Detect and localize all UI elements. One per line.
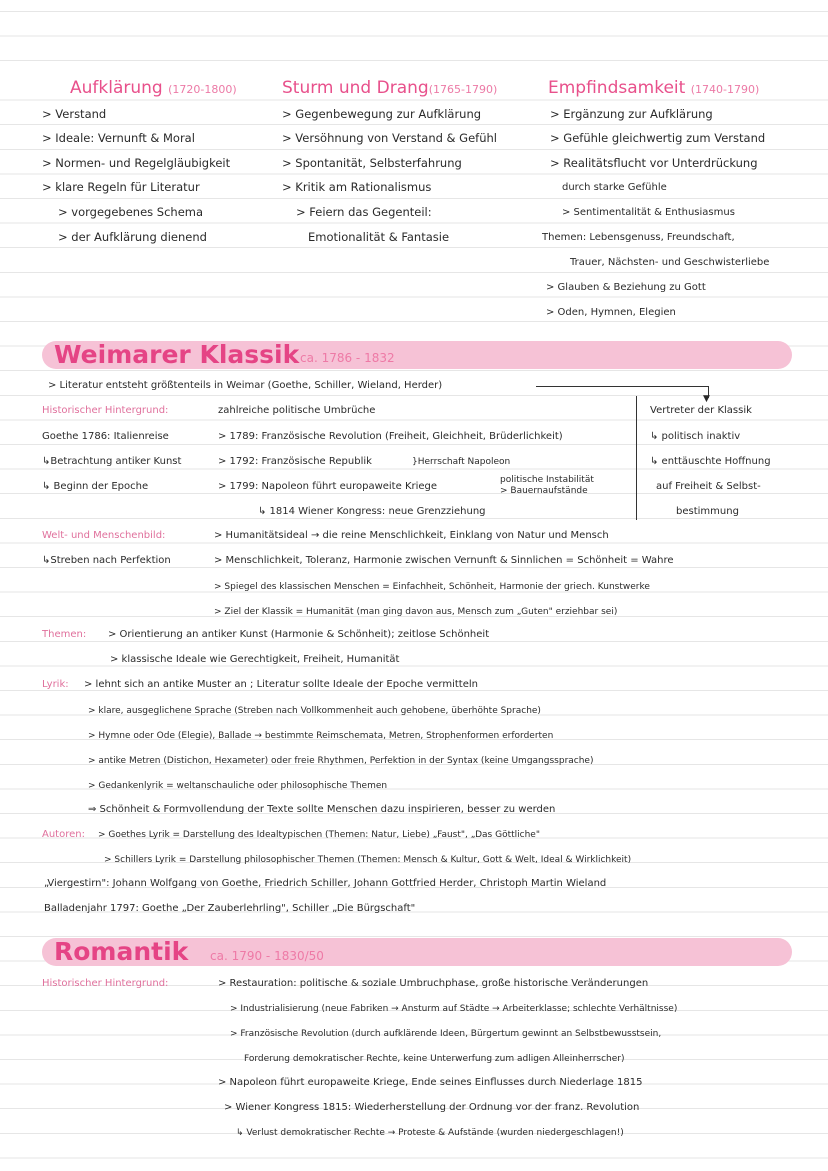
- themen-line: > Orientierung an antiker Kunst (Harmonie & Schönheit); zeitlose Schönheit: [108, 629, 490, 640]
- balladenjahr: Balladenjahr 1797: Goethe „Der Zauberlehrling", Schiller „Die Bürgschaft": [44, 903, 416, 914]
- sturm-line: > Spontanität, Selbsterfahrung: [282, 156, 462, 170]
- sturm-line: > Kritik am Rationalismus: [282, 180, 432, 194]
- romantik-line: > Restauration: politische & soziale Umbruchphase, große historische Veränderungen: [218, 978, 649, 989]
- goethe-line: ↳ Beginn der Epoche: [42, 481, 149, 492]
- romantik-line: Forderung demokratischer Rechte, keine Unterwerfung zum adligen Alleinherrscher): [244, 1054, 625, 1064]
- sturm-title: Sturm und Drang(1765-1790): [282, 78, 498, 98]
- vertreter-bracket: [636, 396, 637, 520]
- romantik-title: Romantik: [54, 937, 189, 966]
- empfindsamkeit-line: > Realitätsflucht vor Unterdrückung: [550, 156, 758, 170]
- lyrik-line: ⇒ Schönheit & Formvollendung der Texte sollte Menschen dazu inspirieren, besser zu werden: [88, 804, 556, 815]
- klassik-years: ca. 1786 - 1832: [300, 351, 395, 365]
- aufklaerung-line: > der Aufklärung dienend: [58, 230, 207, 244]
- event-line: > 1792: Französische Republik: [218, 456, 372, 467]
- lyrik-line: > lehnt sich an antike Muster an ; Literatur sollte Ideale der Epoche vermitteln: [84, 679, 478, 690]
- aufklaerung-line: > Ideale: Vernunft & Moral: [42, 131, 195, 145]
- sturm-line: > Versöhnung von Verstand & Gefühl: [282, 131, 497, 145]
- empfindsamkeit-line: > Ergänzung zur Aufklärung: [550, 107, 713, 121]
- romantik-years: ca. 1790 - 1830/50: [210, 949, 324, 963]
- vertreter-line: Vertreter der Klassik: [650, 405, 752, 416]
- klassik-intro: > Literatur entsteht größtenteils in Weimar (Goethe, Schiller, Wieland, Herder): [48, 380, 443, 391]
- themen-label: Themen:: [42, 629, 87, 640]
- intro-arrow-line: [536, 386, 708, 387]
- autoren-line: > Goethes Lyrik = Darstellung des Idealtypischen (Themen: Natur, Liebe) „Faust", „Das Göttliche": [98, 830, 540, 840]
- welt-line: > Menschlichkeit, Toleranz, Harmonie zwischen Vernunft & Sinnlichen = Schönheit = Wahre: [214, 555, 674, 566]
- goethe-line: Goethe 1786: Italienreise: [42, 431, 169, 442]
- autoren-line: > Schillers Lyrik = Darstellung philosophischer Themen (Themen: Mensch & Kultur, Gott & Welt, Ideal & Wirklichkeit): [104, 855, 632, 865]
- romantik-line: > Napoleon führt europaweite Kriege, Ende seines Einflusses durch Niederlage 1815: [218, 1077, 643, 1088]
- empfindsamkeit-line: > Oden, Hymnen, Elegien: [546, 307, 676, 318]
- romantik-line: > Industrialisierung (neue Fabriken → Ansturm auf Städte → Arbeiterklasse; schlechte Verhältnisse): [230, 1004, 678, 1014]
- vertreter-line: bestimmung: [676, 506, 739, 517]
- klassik-hist-intro: zahlreiche politische Umbrüche: [218, 405, 376, 416]
- instab-note: politische Instabilität > Bauernaufstände: [500, 475, 594, 496]
- empfindsamkeit-line: Trauer, Nächsten- und Geschwisterliebe: [570, 257, 770, 268]
- aufklaerung-line: > klare Regeln für Literatur: [42, 180, 200, 194]
- empfindsamkeit-line: > Sentimentalität & Enthusiasmus: [562, 207, 735, 218]
- vertreter-line: ↳ politisch inaktiv: [650, 431, 741, 442]
- klassik-hist-label: Historischer Hintergrund:: [42, 405, 169, 416]
- aufklaerung-line: > vorgegebenes Schema: [58, 205, 204, 219]
- welt-line: > Ziel der Klassik = Humanität (man ging davon aus, Mensch zum „Guten" erziehbar sei): [214, 607, 618, 617]
- event-line: > 1799: Napoleon führt europaweite Kriege: [218, 481, 438, 492]
- romantik-line: > Wiener Kongress 1815: Wiederherstellung der Ordnung vor der franz. Revolution: [224, 1102, 640, 1113]
- welt-label: Welt- und Menschenbild:: [42, 530, 166, 541]
- aufklaerung-line: > Normen- und Regelgläubigkeit: [42, 156, 231, 170]
- napoleon-note: }Herrschaft Napoleon: [412, 457, 511, 467]
- sturm-line: > Gegenbewegung zur Aufklärung: [282, 107, 482, 121]
- empfindsamkeit-line: > Glauben & Beziehung zu Gott: [546, 282, 706, 293]
- sturm-line: > Feiern das Gegenteil:: [296, 205, 432, 219]
- goethe-line: ↳Betrachtung antiker Kunst: [42, 456, 182, 467]
- lyrik-line: > antike Metren (Distichon, Hexameter) oder freie Rhythmen, Perfektion in der Syntax (keine Umgangssprache): [88, 756, 594, 766]
- sturm-line: Emotionalität & Fantasie: [308, 230, 450, 244]
- empfindsamkeit-line: > Gefühle gleichwertig zum Verstand: [550, 131, 766, 145]
- welt-line: > Spiegel des klassischen Menschen = Einfachheit, Schönheit, Harmonie der griech. Kunstwerke: [214, 582, 650, 592]
- vertreter-line: ↳ enttäuschte Hoffnung: [650, 456, 771, 467]
- viergestirn: „Viergestirn": Johann Wolfgang von Goethe, Friedrich Schiller, Johann Gottfried Herder, Christoph Martin Wieland: [44, 878, 607, 889]
- aufklaerung-line: > Verstand: [42, 107, 107, 121]
- lyrik-line: > klare, ausgeglichene Sprache (Streben nach Vollkommenheit auch gehobene, überhöhte Sprache): [88, 706, 541, 716]
- romantik-line: > Französische Revolution (durch aufklärende Ideen, Bürgertum gewinnt an Selbstbewusstsein,: [230, 1029, 662, 1039]
- themen-line: > klassische Ideale wie Gerechtigkeit, Freiheit, Humanität: [110, 654, 400, 665]
- romantik-hist-label: Historischer Hintergrund:: [42, 978, 169, 989]
- vertreter-line: auf Freiheit & Selbst-: [656, 481, 761, 492]
- klassik-title: Weimarer Klassik: [54, 340, 300, 369]
- event-line: ↳ 1814 Wiener Kongress: neue Grenzziehung: [258, 506, 486, 517]
- empfindsamkeit-line: Themen: Lebensgenuss, Freundschaft,: [542, 232, 735, 243]
- romantik-line: ↳ Verlust demokratischer Rechte → Proteste & Aufstände (wurden niedergeschlagen!): [236, 1128, 624, 1138]
- welt-sub: ↳Streben nach Perfektion: [42, 555, 171, 566]
- lyrik-line: > Hymne oder Ode (Elegie), Ballade → bestimmte Reimschemata, Metren, Strophenformen erforderten: [88, 731, 554, 741]
- lyrik-line: > Gedankenlyrik = weltanschauliche oder philosophische Themen: [88, 781, 388, 791]
- lyrik-label: Lyrik:: [42, 679, 69, 690]
- event-line: > 1789: Französische Revolution (Freiheit, Gleichheit, Brüderlichkeit): [218, 431, 563, 442]
- arrow-head-icon: ▼: [703, 394, 710, 404]
- aufklaerung-title: Aufklärung (1720-1800): [70, 78, 237, 98]
- empfindsamkeit-title: Empfindsamkeit (1740-1790): [548, 78, 760, 98]
- empfindsamkeit-line: durch starke Gefühle: [562, 182, 667, 193]
- autoren-label: Autoren:: [42, 829, 85, 840]
- welt-line: > Humanitätsideal → die reine Menschlichkeit, Einklang von Natur und Mensch: [214, 530, 609, 541]
